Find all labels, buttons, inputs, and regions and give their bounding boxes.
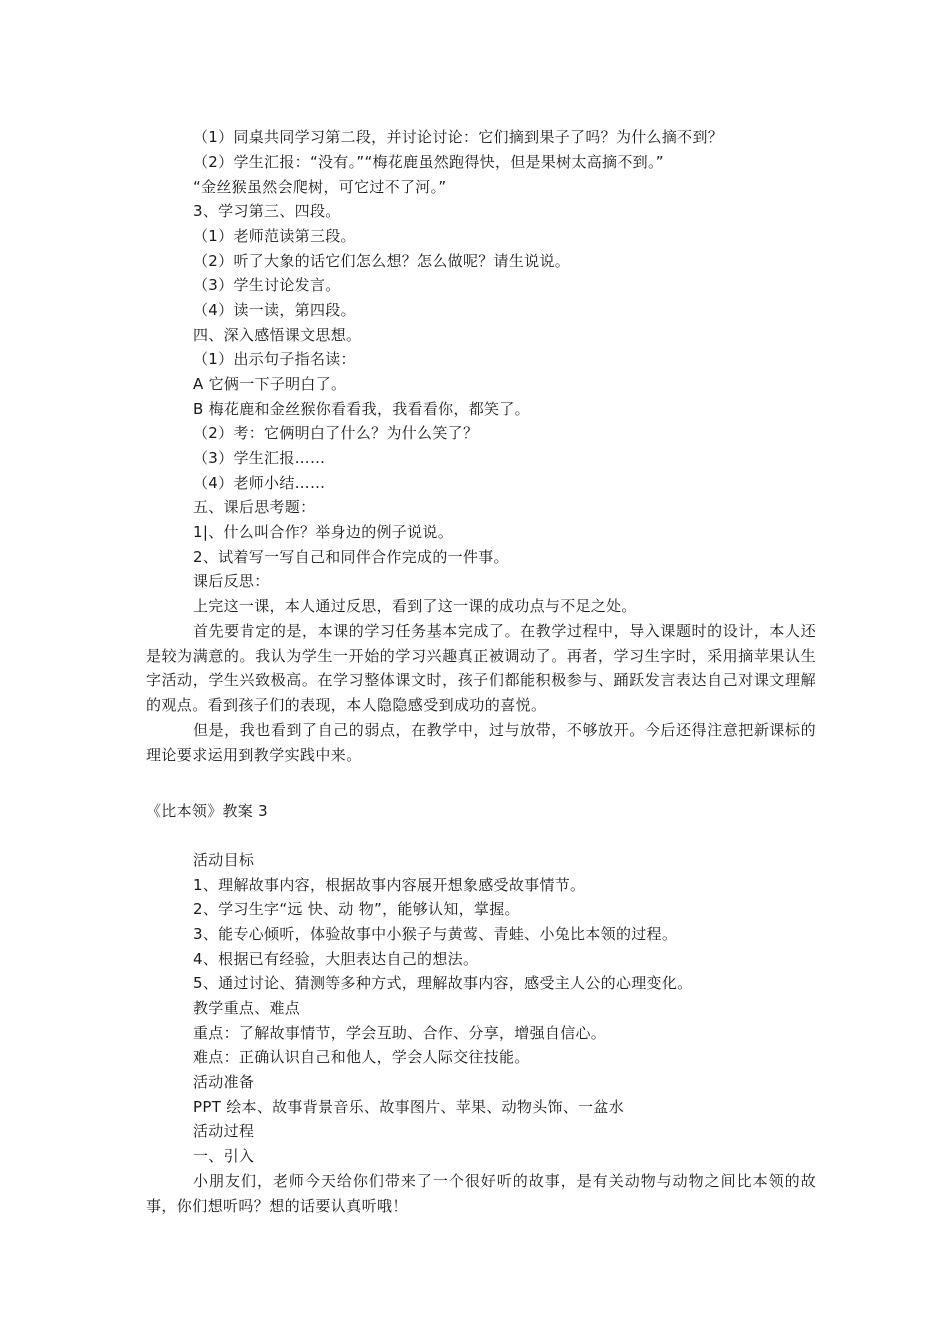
paragraph: 首先要肯定的是，本课的学习任务基本完成了。在教学过程中，导入课题时的设计，本人还是较为满意的。我认为学生一开始的学习兴趣真正被调动了。再者，学习生字时，采用摘苹果认生字活动，学生兴致极高。在学习整体课文时，孩子们都能积极参与、踊跃发言表达自己对课文理解的观点。看到孩子们的表现，本人隐隐感受到成功的喜悦。 <box>146 622 816 714</box>
text-line: 一、引入 <box>193 1147 255 1165</box>
text-line: 五、课后思考题： <box>193 498 316 516</box>
text-line: “金丝猴虽然会爬树，可它过不了河。” <box>193 178 447 196</box>
text-line: 5、通过讨论、猜测等多种方式，理解故事内容，感受主人公的心理变化。 <box>193 974 693 992</box>
text-line: 重点：了解故事情节，学会互助、合作、分享，增强自信心。 <box>193 1024 607 1042</box>
section-heading: 《比本领》教案 3 <box>146 802 269 820</box>
text-line: 活动目标 <box>193 851 255 869</box>
text-line: 1、理解故事内容，根据故事内容展开想象感受故事情节。 <box>193 876 586 894</box>
text-line: （2）学生汇报：“没有。”“梅花鹿虽然跑得快，但是果树太高摘不到。” <box>193 153 664 171</box>
text-line: 活动过程 <box>193 1122 255 1140</box>
text-line: （2）听了大象的话它们怎么想？怎么做呢？请生说说。 <box>193 252 571 270</box>
text-line: 活动准备 <box>193 1073 255 1091</box>
text-line: （4）老师小结…… <box>193 474 326 492</box>
text-line: 2、学习生字“远 快、动 物”，能够认知，掌握。 <box>193 900 520 918</box>
text-line: 1|、什么叫合作？举身边的例子说说。 <box>193 523 453 541</box>
text-line: 上完这一课，本人通过反思，看到了这一课的成功点与不足之处。 <box>193 597 637 615</box>
text-line: （3）学生讨论发言。 <box>193 276 341 294</box>
text-line: 课后反思： <box>193 572 270 590</box>
paragraph: 小朋友们，老师今天给你们带来了一个很好听的故事，是有关动物与动物之间比本领的故事，你们想听吗？想的话要认真听哦！ <box>146 1172 816 1215</box>
text-line: （1）老师范读第三段。 <box>193 227 356 245</box>
text-line: 3、能专心倾听，体验故事中小猴子与黄莺、青蛙、小兔比本领的过程。 <box>193 925 678 943</box>
text-line: （3）学生汇报…… <box>193 449 326 467</box>
text-line: A 它俩一下子明白了。 <box>193 375 347 393</box>
text-line: 2、试着写一写自己和同伴合作完成的一件事。 <box>193 548 509 566</box>
text-line: B 梅花鹿和金丝猴你看看我，我看看你，都笑了。 <box>193 400 530 418</box>
text-line: （1）出示句子指名读： <box>193 350 356 368</box>
text-line: 四、深入感悟课文思想。 <box>193 326 362 344</box>
text-line: （1）同桌共同学习第二段，并讨论讨论：它们摘到果子了吗？为什么摘不到？ <box>193 128 724 146</box>
text-line: 3、学习第三、四段。 <box>193 202 341 220</box>
text-line: 4、根据已有经验，大胆表达自己的想法。 <box>193 950 479 968</box>
text-line: 难点：正确认识自己和他人，学会人际交往技能。 <box>193 1048 530 1066</box>
paragraph: 但是，我也看到了自己的弱点，在教学中，过与放带，不够放开。今后还得注意把新课标的理论要求运用到教学实践中来。 <box>146 721 816 764</box>
text-line: （2）考：它俩明白了什么？为什么笑了？ <box>193 424 479 442</box>
text-line: （4）读一读，第四段。 <box>193 301 356 319</box>
text-line: PPT 绘本、故事背景音乐、故事图片、苹果、动物头饰、一盆水 <box>193 1098 625 1116</box>
text-line: 教学重点、难点 <box>193 999 301 1017</box>
